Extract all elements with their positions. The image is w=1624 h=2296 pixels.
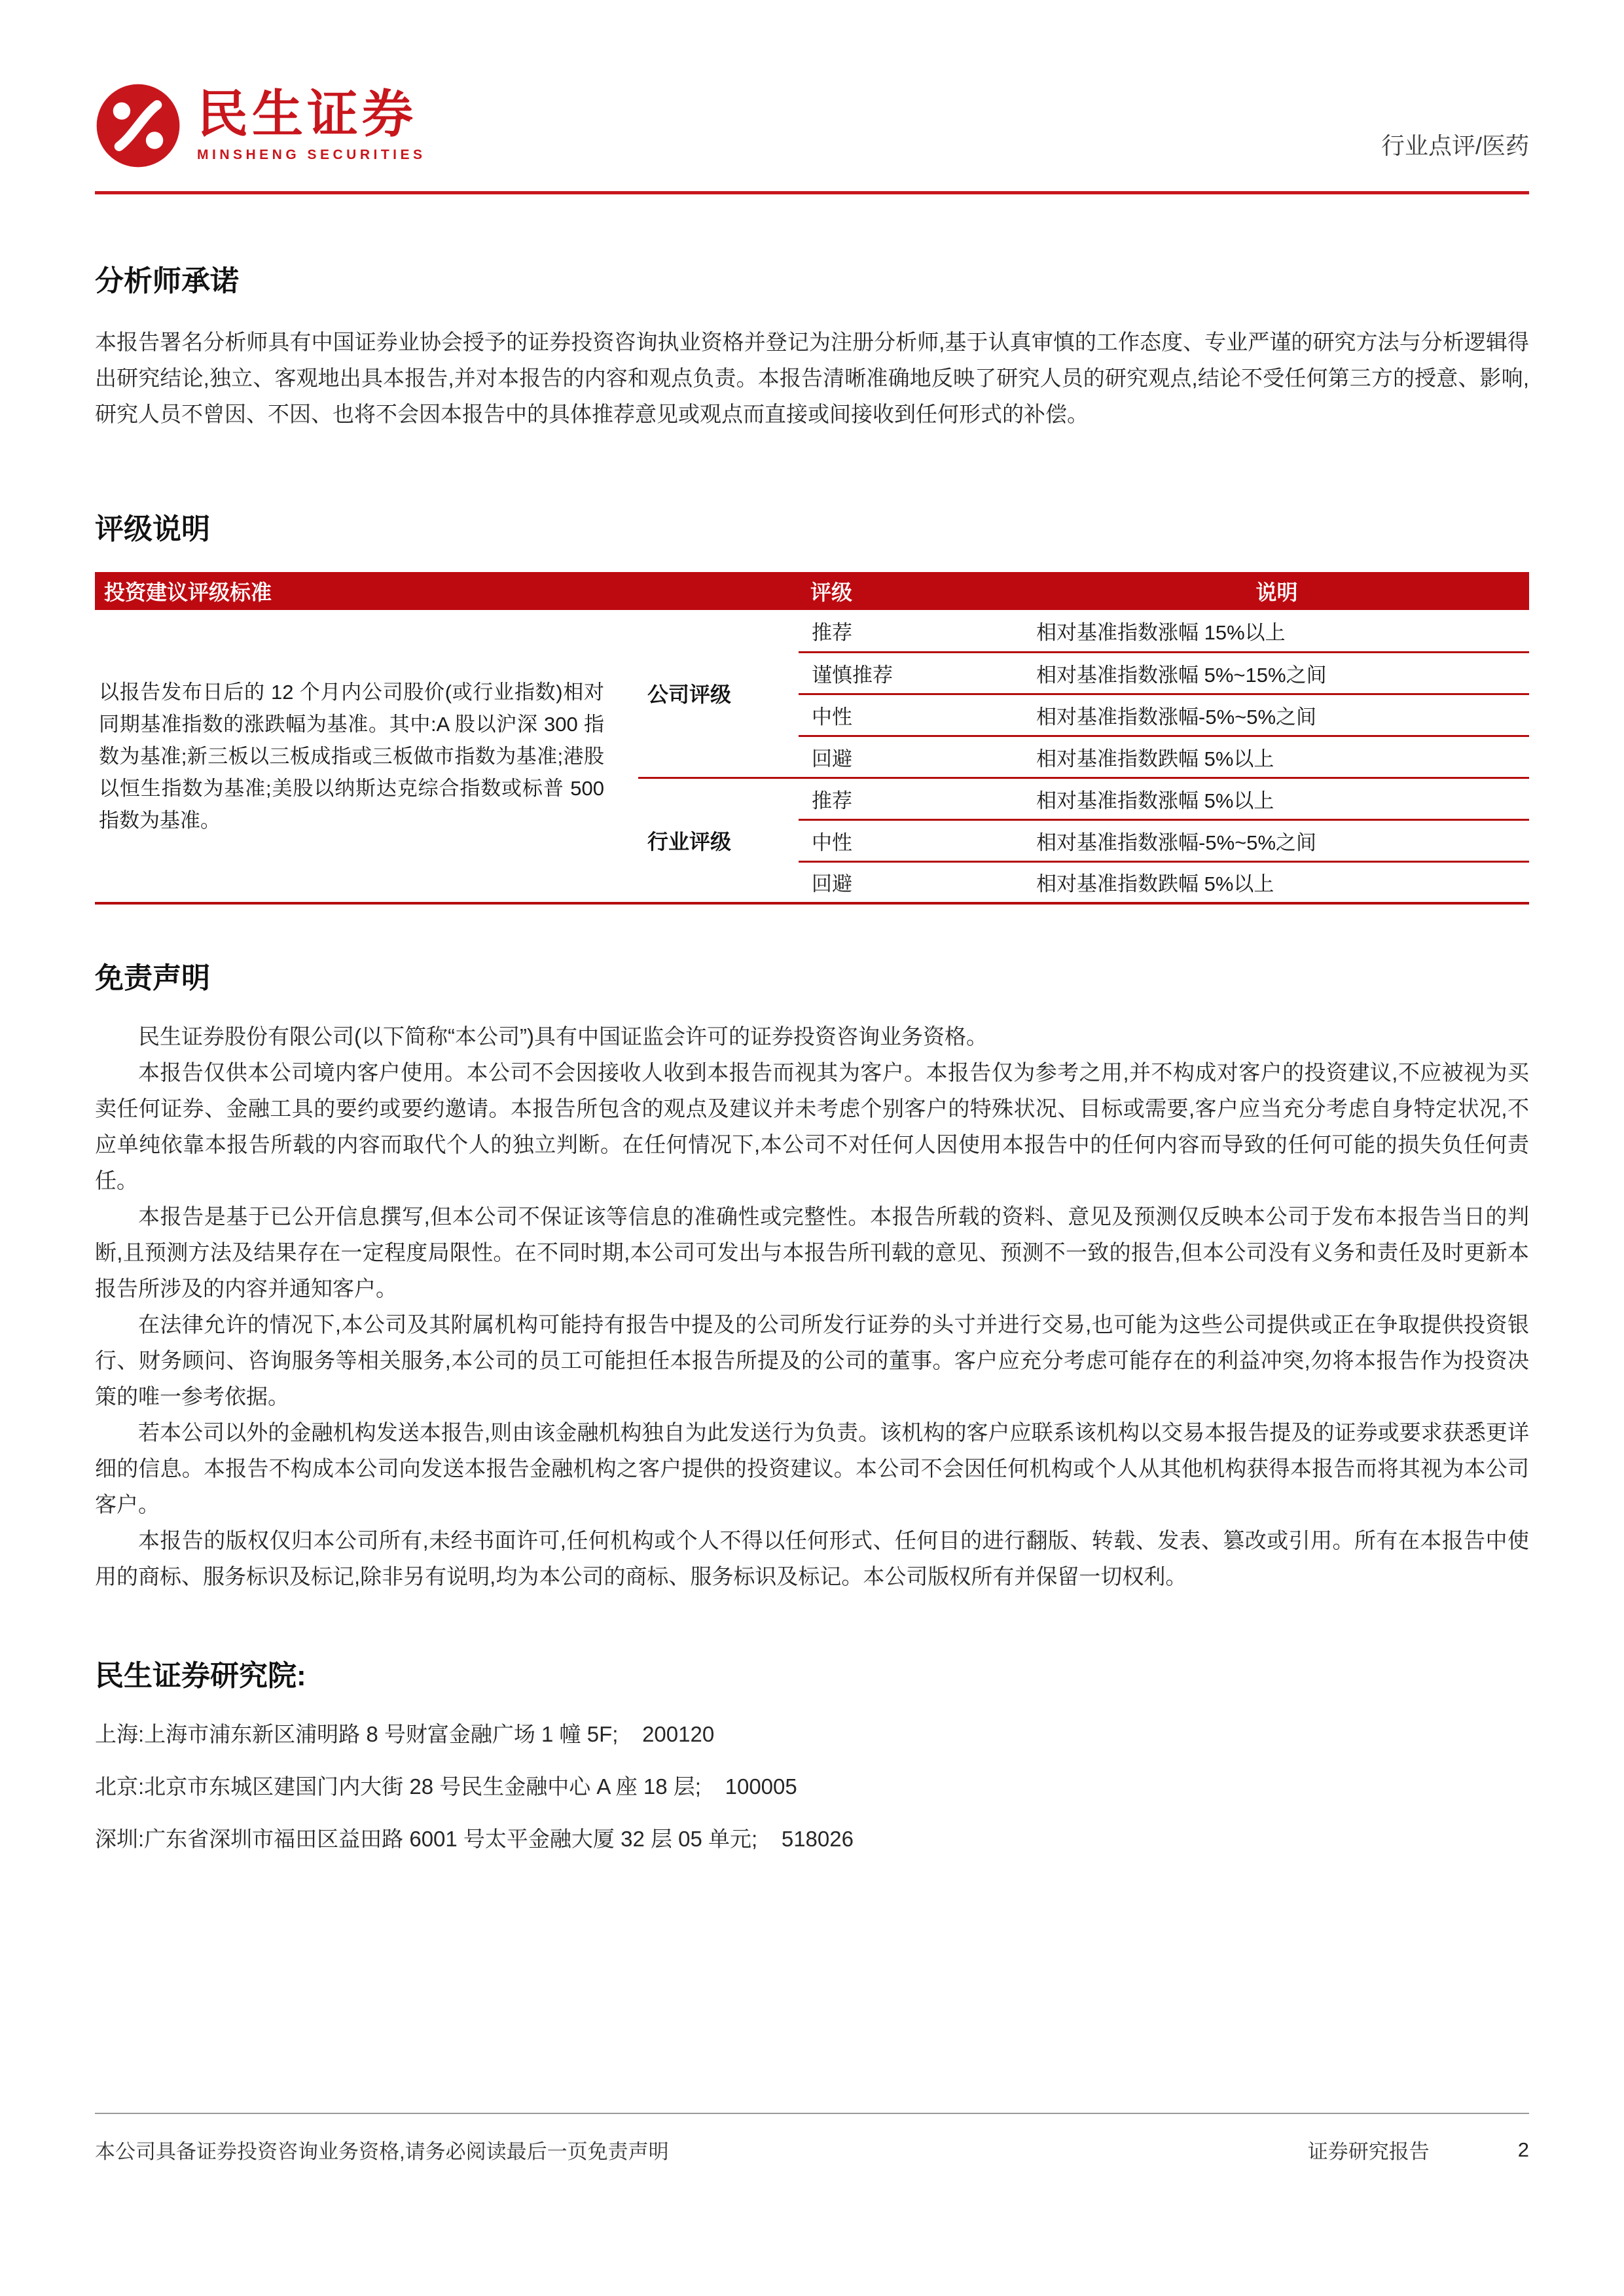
column-header-criteria: 投资建议评级标准 — [95, 572, 638, 610]
rating-cell: 回避 — [812, 872, 852, 896]
footer-right-group — [1308, 2135, 1529, 2164]
logo-name-en: MINSHENG SECURITIES — [197, 147, 426, 162]
company-rating-group-label: 公司评级 — [638, 610, 799, 778]
rating-description-cell: 相对基准指数涨幅-5%~5%之间 — [1024, 819, 1529, 861]
section-rating-explanation — [95, 505, 1529, 905]
disclaimer-paragraph: 民生证券股份有限公司(以下简称“本公司”)具有中国证监会许可的证券投资咨询业务资格。 — [138, 1024, 988, 1049]
table-row — [95, 610, 1529, 652]
rating-cell: 中性 — [799, 819, 1024, 861]
page-number: 2 — [1517, 2138, 1529, 2161]
analyst-commitment-body: 本报告署名分析师具有中国证券业协会授予的证券投资咨询执业资格并登记为注册分析师,基于认真审慎的工作态度、专业严谨的研究方法与分析逻辑得出研究结论,独立、客观地出具本报告,并对本报告的内容和观点负责。本报告清晰准确地反映了研究人员的研究观点,结论不受任何第三方的授意、影响,研究人员不曾因、不因、也将不会因本报告中的具体推荐意见或观点而直接或间接收到任何形式的补偿。 — [95, 330, 1529, 426]
research-institute-title: 民生证券研究院: — [95, 1660, 306, 1692]
rating-description-cell: 相对基准指数涨幅 5%以上 — [1024, 778, 1529, 819]
industry-rating-group-label: 行业评级 — [647, 829, 732, 853]
rating-table — [95, 572, 1529, 905]
minsheng-logo-icon — [95, 82, 181, 169]
rating-description-cell: 相对基准指数跌幅 5%以上 — [1036, 872, 1274, 896]
rating-cell: 推荐 — [799, 610, 1024, 652]
rating-description-cell: 相对基准指数跌幅 5%以上 — [1024, 736, 1529, 778]
disclaimer-title: 免责声明 — [95, 962, 210, 994]
footer-report-type: 证券研究报告 — [1307, 2140, 1430, 2163]
section-analyst-commitment — [95, 257, 1529, 432]
column-header-rating: 评级 — [638, 572, 1024, 610]
address-beijing: 北京:北京市东城区建国门内大街 28 号民生金融中心 A 座 18 层; 100005 — [95, 1774, 797, 1799]
disclaimer-paragraph: 若本公司以外的金融机构发送本报告,则由该金融机构独自为此发送行为负责。该机构的客户应联系该机构以交易本报告提及的证券或要求获悉更详细的信息。本报告不构成本公司向发送本报告金融机构之客户提供的投资建议。本公司不会因任何机构或个人从其他机构获得本报告而将其视为本公司客户。 — [95, 1420, 1529, 1516]
address-list — [95, 1720, 1529, 1854]
rating-cell: 回避 — [799, 736, 1024, 778]
page-footer — [95, 2113, 1529, 2164]
rating-description-cell: 相对基准指数涨幅 15%以上 — [1024, 610, 1529, 652]
disclaimer-paragraph: 本报告是基于已公开信息撰写,但本公司不保证该等信息的准确性或完整性。本报告所载的资料、意见及预测仅反映本公司于发布本报告当日的判断,且预测方法及结果存在一定程度局限性。在不同时期,本公司可发出与本报告所刊载的意见、预测不一致的报告,但本公司没有义务和责任及时更新本报告所涉及的内容并通知客户。 — [95, 1204, 1529, 1300]
rating-section-title: 评级说明 — [95, 513, 210, 545]
report-category-label: 行业点评/医药 — [1380, 132, 1529, 159]
disclaimer-paragraph: 本报告仅供本公司境内客户使用。本公司不会因接收人收到本报告而视其为客户。本报告仅为参考之用,并不构成对客户的投资建议,不应被视为买卖任何证券、金融工具的要约或要约邀请。本报告所包含的观点及建议并未考虑个别客户的特殊状况、目标或需要,客户应当充分考虑自身特定状况,不应单纯依靠本报告所载的内容而取代个人的独立判断。在任何情况下,本公司不对任何人因使用本报告中的任何内容而导致的任何可能的损失负任何责任。 — [95, 1060, 1529, 1193]
address-shenzhen: 深圳:广东省深圳市福田区益田路 6001 号太平金融大厦 32 层 05 单元; 518026 — [95, 1827, 854, 1851]
rating-cell: 中性 — [799, 694, 1024, 736]
footer-disclaimer-note: 本公司具备证券投资咨询业务资格,请务必阅读最后一页免责声明 — [95, 2140, 669, 2163]
rating-criteria-cell: 以报告发布日后的 12 个月内公司股价(或行业指数)相对同期基准指数的涨跌幅为基准。其中:A 股以沪深 300 指数为基准;新三板以三板成指或三板做市指数为基准;港股以恒生指数为基准;美股以纳斯达克综合指数或标普 500 指数为基准。 — [99, 680, 604, 832]
analyst-commitment-title: 分析师承诺 — [95, 265, 239, 297]
rating-table-header-row — [95, 572, 1529, 610]
column-header-description: 说明 — [1024, 572, 1529, 610]
disclaimer-body — [95, 1018, 1529, 1594]
rating-description-cell: 相对基准指数涨幅 5%~15%之间 — [1024, 652, 1529, 694]
logo-name-cn: 民生证券 — [197, 85, 418, 143]
page-header — [95, 0, 1529, 169]
logo-text-block — [197, 85, 426, 163]
section-disclaimer — [95, 954, 1529, 1594]
header-divider — [95, 191, 1529, 194]
disclaimer-paragraph: 在法律允许的情况下,本公司及其附属机构可能持有报告中提及的公司所发行证券的头寸并进行交易,也可能为这些公司提供或正在争取提供投资银行、财务顾问、咨询服务等相关服务,本公司的员工可能担任本报告所提及的公司的董事。客户应充分考虑可能存在的利益冲突,勿将本报告作为投资决策的唯一参考依据。 — [95, 1312, 1529, 1408]
minsheng-logo — [95, 82, 426, 169]
disclaimer-paragraph: 本报告的版权仅归本公司所有,未经书面许可,任何机构或个人不得以任何形式、任何目的进行翻版、转载、发表、篡改或引用。所有在本报告中使用的商标、服务标识及标记,除非另有说明,均为本公司的商标、服务标识及标记。本公司版权所有并保留一切权利。 — [95, 1528, 1529, 1588]
rating-cell: 推荐 — [799, 778, 1024, 819]
address-shanghai: 上海:上海市浦东新区浦明路 8 号财富金融广场 1 幢 5F; 200120 — [95, 1722, 715, 1746]
section-research-institute — [95, 1652, 1529, 1854]
rating-cell: 谨慎推荐 — [799, 652, 1024, 694]
rating-description-cell: 相对基准指数涨幅-5%~5%之间 — [1024, 694, 1529, 736]
